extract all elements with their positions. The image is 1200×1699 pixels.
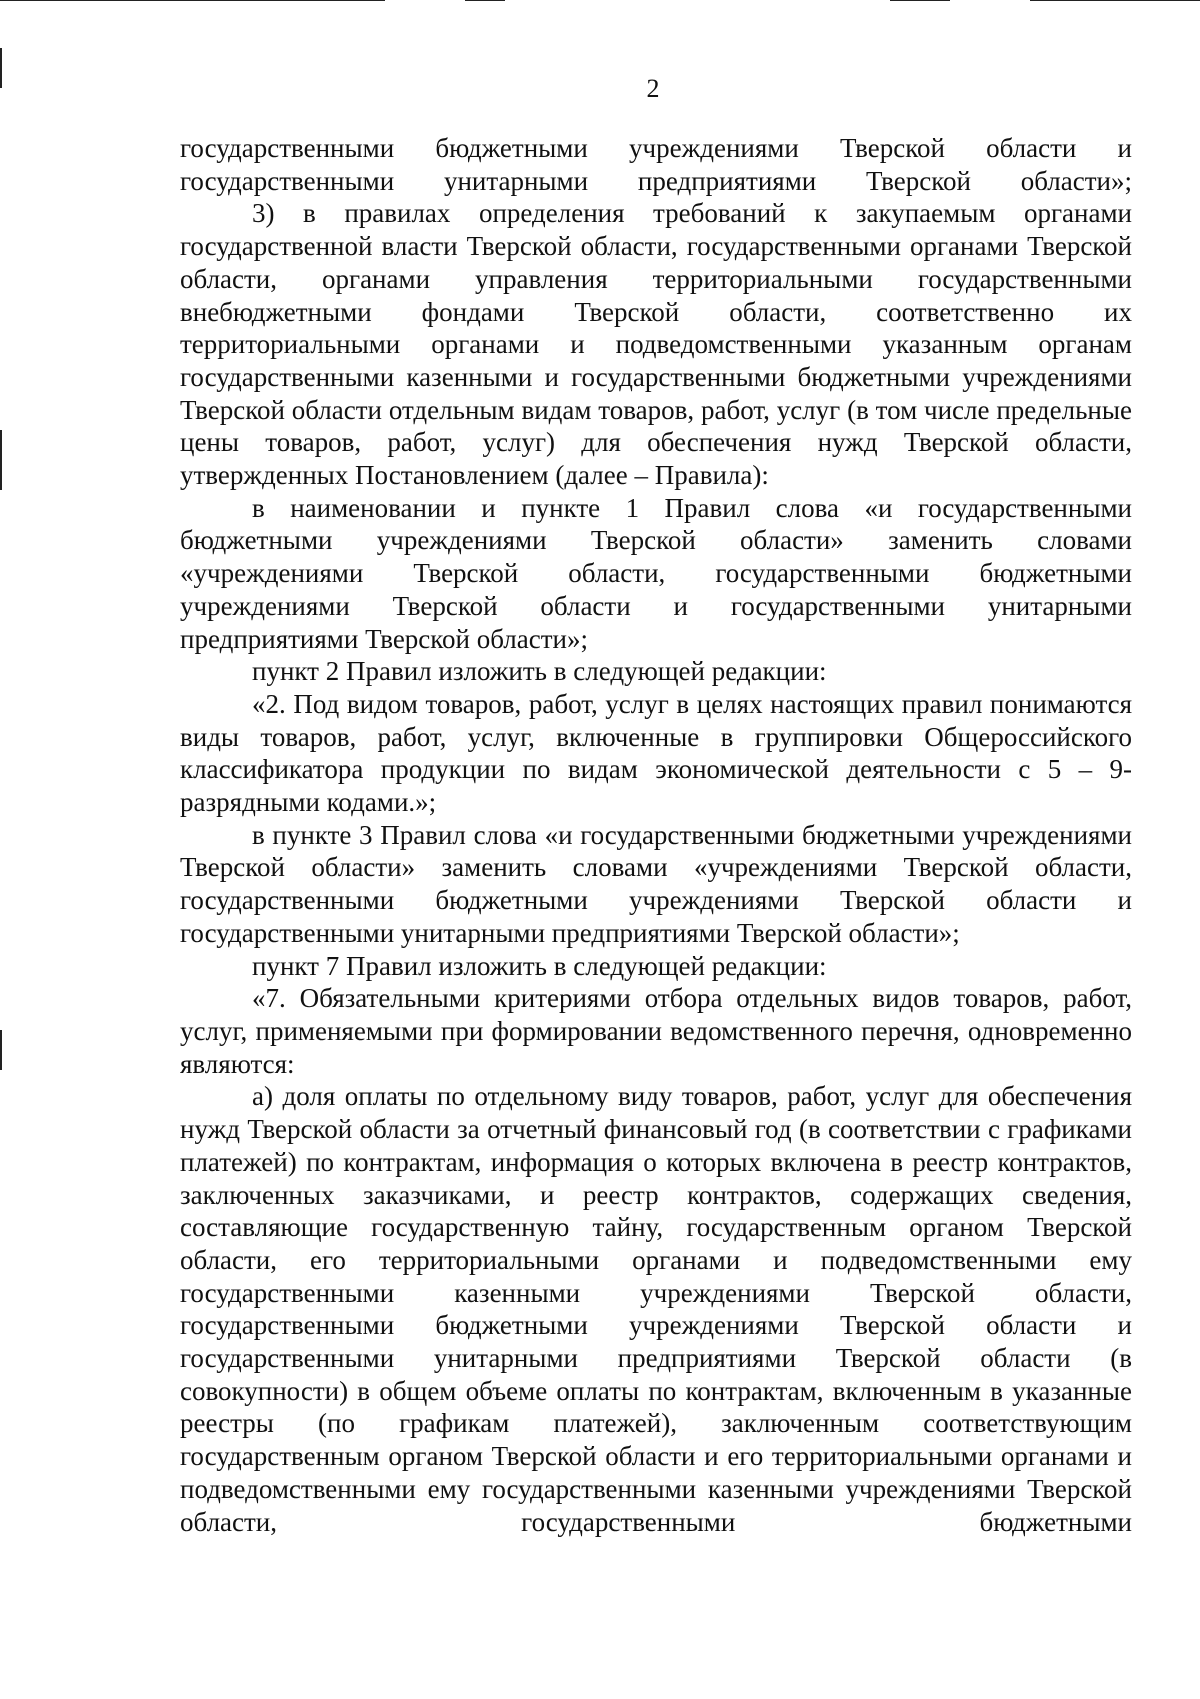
scan-edge-left-mark-2 xyxy=(0,430,2,490)
paragraph-7: пункт 7 Правил изложить в следующей редакции: xyxy=(252,950,827,981)
paragraph-5: «2. Под видом товаров, работ, услуг в целях настоящих правил понимаются виды товаров, работ, услуг, включенные в группировки Общероссийского классификатора продукции по видам экономической деятельности с 5 – 9-разрядными кодами.»; xyxy=(180,688,1132,818)
paragraph-6: в пункте 3 Правил слова «и государственными бюджетными учреждениями Тверской области» заменить словами «учреждениями Тверской области, государственными бюджетными учреждениями Тверской области и государственными унитарными предприятиями Тверской области»; xyxy=(180,819,1132,948)
scan-edge-left-mark-3 xyxy=(0,1030,2,1070)
paragraph-4: пункт 2 Правил изложить в следующей редакции: xyxy=(252,656,827,687)
page-number: 2 xyxy=(646,74,660,103)
paragraph-3: в наименовании и пункте 1 Правил слова «и государственными бюджетными учреждениями Тверской области» заменить словами «учреждениями Тверской области, государственными бюджетными учреждениями Тверской области и государственными унитарными предприятиями Тверской области»; xyxy=(180,492,1132,654)
scan-edge-top-mid xyxy=(465,0,505,1)
paragraph-2: 3) в правилах определения требований к закупаемым органами государственной власти Тверской области, государственными органами Тверской области, органами управления территориальными государственными внебюджетными фондами Тверской области, соответственно их территориальными органами и подведомственными указанным органам государственными казенными и государственными бюджетными учреждениями Тверской области отдельным видам товаров, работ, услуг (в том числе предельные цены товаров, работ, услуг) для обеспечения нужд Тверской области, утвержденных Постановлением (далее – Правила): xyxy=(180,198,1132,491)
paragraph-1: государственными бюджетными учреждениями Тверской области и государственными унитарными предприятиями Тверской области»; xyxy=(180,133,1132,196)
paragraph-9: а) доля оплаты по отдельному виду товаров, работ, услуг для обеспечения нужд Тверской области за отчетный финансовый год (в соответствии с графиками платежей) по контрактам, информация о которых включена в реестр контрактов, заключенных заказчиками, и реестр контрактов, содержащих сведения, составляющие государственную тайну, государственным органом Тверской области, его территориальными органами и подведомственными ему государственными казенными учреждениями Тверской области, государственными бюджетными учреждениями Тверской области и государственными унитарными предприятиями Тверской области (в совокупности) в общем объеме оплаты по контрактам, включенным в указанные реестры (по графикам платежей), заключенным соответствующим государственным органом Тверской области и его территориальными органами и подведомственными ему государственными казенными учреждениями Тверской области, государственными бюджетными xyxy=(180,1081,1132,1537)
scan-edge-top-far-right xyxy=(1030,0,1200,1)
scan-edge-top-right xyxy=(890,0,950,1)
paragraph-8: «7. Обязательными критериями отбора отдельных видов товаров, работ, услуг, применяемыми при формировании ведомственного перечня, одновременно являются: xyxy=(180,983,1132,1079)
document-body xyxy=(180,132,1132,1538)
scan-edge-top-left xyxy=(0,0,385,1)
